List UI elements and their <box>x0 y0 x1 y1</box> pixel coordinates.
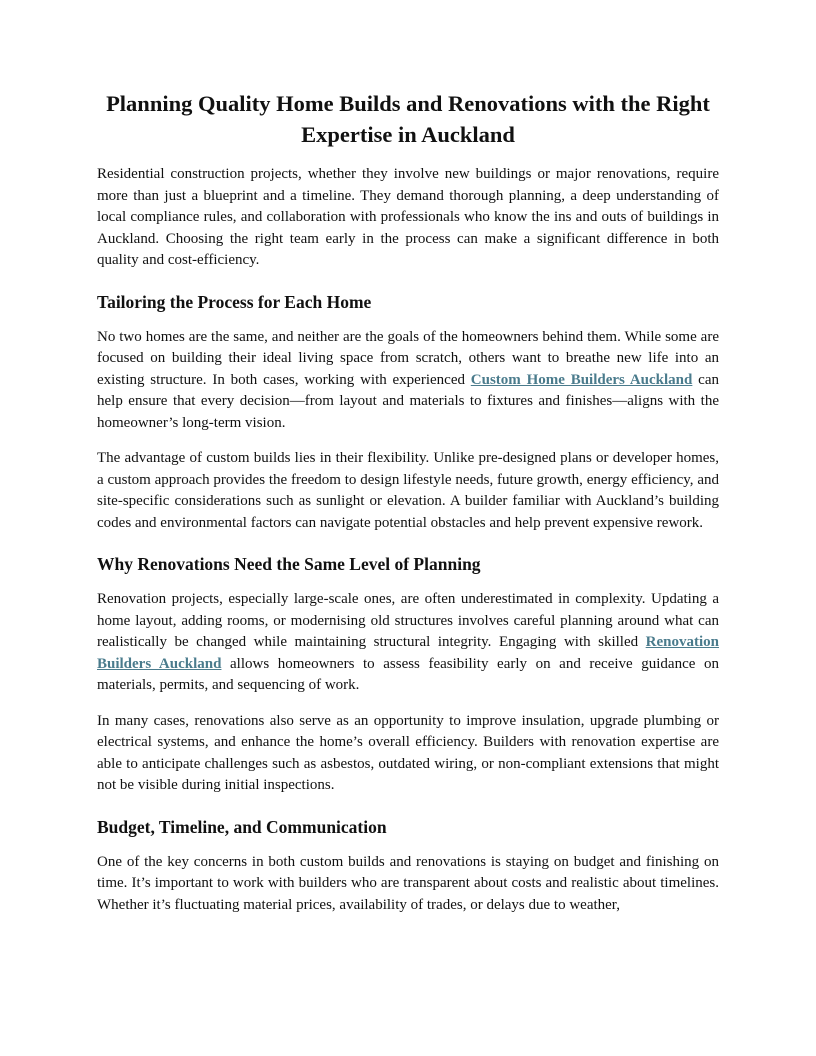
custom-home-builders-link[interactable]: Custom Home Builders Auckland <box>470 371 693 388</box>
tailoring-paragraph-2: The advantage of custom builds lies in their flexibility. Unlike pre-designed plans or developer homes, a custom approach provides the freedom to design lifestyle needs, future growth, energy efficiency, and site-specific considerations such as sunlight or elevation. A builder familiar with Auckland’s building codes and environmental factors can navigate potential obstacles and help prevent expensive rework. <box>97 450 719 531</box>
renovation-builders-link[interactable]: Renovation Builders Auckland <box>97 634 719 672</box>
renovations-paragraph-1 <box>97 589 719 697</box>
renovations-paragraph-2: In many cases, renovations also serve as an opportunity to improve insulation, upgrade plumbing or electrical systems, and enhance the home’s overall efficiency. Builders with renovation expertise are able to anticipate challenges such as asbestos, outdated wiring, or non-compliant extensions that might not be visible during initial inspections. <box>97 712 719 793</box>
tailoring-text-before: No two homes are the same, and neither are the goals of the homeowners behind them. While some are focused on building their ideal living space from scratch, others want to breathe new life into an existing structure. In both cases, working with experienced <box>97 328 719 388</box>
tailoring-text-after: can help ensure that every decision—from layout and materials to fixtures and finishes—aligns with the homeowner’s long-term vision. <box>97 371 719 431</box>
tailoring-paragraph-1 <box>97 327 719 435</box>
section-heading-renovations: Why Renovations Need the Same Level of Planning <box>97 554 481 574</box>
renovations-text-after: allows homeowners to assess feasibility early on and receive guidance on materials, permits, and sequencing of work. <box>97 655 719 693</box>
section-heading-budget: Budget, Timeline, and Communication <box>97 816 387 837</box>
document-title: Planning Quality Home Builds and Renovations with the Right Expertise in Auckland <box>106 91 710 147</box>
renovations-text-before: Renovation projects, especially large-scale ones, are often underestimated in complexity. Updating a home layout, adding rooms, or modernising old structures involves careful planning around what can realistically be changed while maintaining structural integrity. Engaging with skilled <box>97 591 719 650</box>
section-heading-tailoring: Tailoring the Process for Each Home <box>97 291 372 312</box>
budget-paragraph-1: One of the key concerns in both custom builds and renovations is staying on budget and finishing on time. It’s important to work with builders who are transparent about costs and realistic about timelines. Whether it’s fluctuating material prices, availability of trades, or delays due to weather, <box>97 853 719 913</box>
intro-paragraph: Residential construction projects, whether they involve new buildings or major renovations, require more than just a blueprint and a timeline. They demand thorough planning, a deep understanding of local compliance rules, and collaboration with professionals who know the ins and outs of buildings in Auckland. Choosing the right team early in the process can make a significant difference in both quality and cost-efficiency. <box>97 166 719 268</box>
